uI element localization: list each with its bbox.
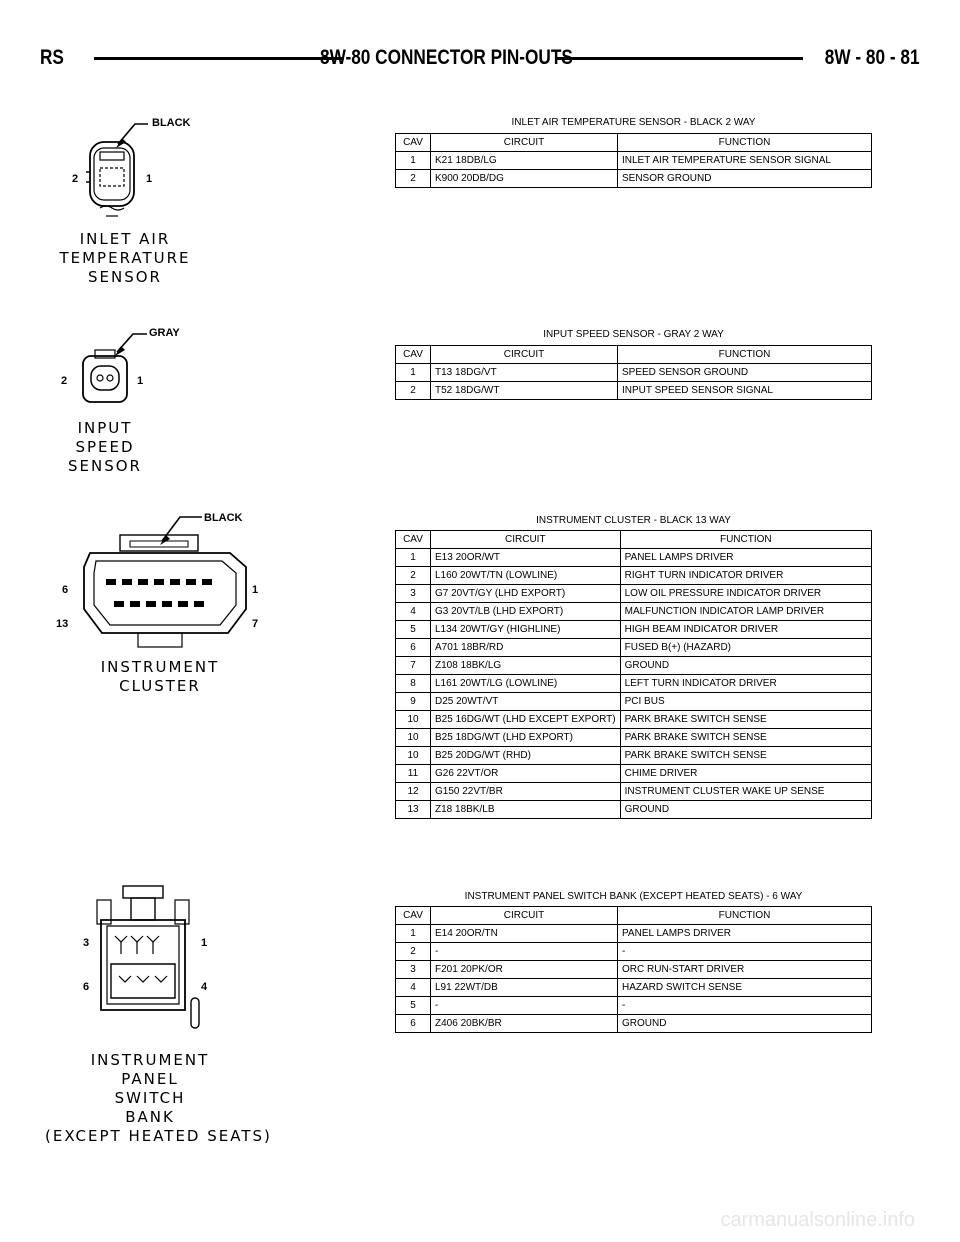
terminal-row-bottom [114, 601, 204, 607]
table-row [396, 729, 872, 747]
label-line: (EXCEPT HEATED SEATS) [45, 1127, 272, 1145]
pin-label-4: 4 [201, 981, 208, 993]
cell-cav: 1 [396, 364, 431, 382]
cell-circuit: L91 22WT/DB [431, 979, 618, 997]
cell-cav: 4 [396, 979, 431, 997]
switch-bank-svg [75, 880, 225, 1050]
pin-label-left: 2 [61, 375, 68, 387]
header-title: 8W-80 CONNECTOR PIN-OUTS [320, 46, 573, 69]
top-latch [123, 886, 163, 898]
cell-circuit: B25 20DG/WT (RHD) [431, 747, 621, 765]
cell-circuit: K900 20DB/DG [431, 170, 618, 188]
inlet-air-sensor-drawing [70, 110, 190, 230]
cell-circuit: G3 20VT/LB (LHD EXPORT) [431, 603, 621, 621]
cell-cav: 7 [396, 657, 431, 675]
lower-cavity [111, 964, 175, 998]
cell-function: LOW OIL PRESSURE INDICATOR DRIVER [620, 585, 871, 603]
pinout-table [395, 133, 872, 188]
cell-circuit: G26 22VT/OR [431, 765, 621, 783]
pin-label-right: 1 [146, 173, 153, 185]
table-title: INLET AIR TEMPERATURE SENSOR - BLACK 2 WAY [511, 117, 756, 128]
header-rule-right [555, 57, 803, 60]
label-line: INSTRUMENT [100, 658, 220, 676]
latch-housing [120, 535, 198, 551]
col-header-function: FUNCTION [618, 907, 872, 925]
table-row [396, 711, 872, 729]
cell-function: CHIME DRIVER [620, 765, 871, 783]
cell-function: GROUND [620, 657, 871, 675]
table-row [396, 603, 872, 621]
cell-circuit: L161 20WT/LG (LOWLINE) [431, 675, 621, 693]
col-header-function: FUNCTION [618, 134, 872, 152]
terminal-cavity [100, 168, 124, 186]
table-header-row [396, 907, 872, 925]
pin-label-6: 6 [62, 584, 69, 596]
col-header-function: FUNCTION [620, 531, 871, 549]
cell-circuit: L160 20WT/TN (LOWLINE) [431, 567, 621, 585]
cell-cav: 2 [396, 170, 431, 188]
table-row [396, 585, 872, 603]
cell-cav: 8 [396, 675, 431, 693]
cell-function: FUSED B(+) (HAZARD) [620, 639, 871, 657]
header-section-code: RS [40, 46, 64, 69]
table-row [396, 747, 872, 765]
label-line: SPEED [75, 438, 135, 456]
cell-function: INPUT SPEED SENSOR SIGNAL [618, 382, 872, 400]
cell-circuit: L134 20WT/GY (HIGHLINE) [431, 621, 621, 639]
pinout-table [395, 906, 872, 1033]
color-callout-label: BLACK [204, 512, 243, 524]
cell-circuit: K21 18DB/LG [431, 152, 618, 170]
col-header-cav: CAV [396, 531, 431, 549]
connector-label [55, 419, 155, 476]
pinout-table [395, 345, 872, 400]
label-line: TEMPERATURE [59, 249, 191, 267]
cell-circuit: T52 18DG/WT [431, 382, 618, 400]
pin-label-1: 1 [252, 584, 259, 596]
latch [130, 541, 188, 547]
table-row [396, 567, 872, 585]
table-row [396, 675, 872, 693]
header-page-number: 8W - 80 - 81 [825, 46, 920, 69]
table-row [396, 549, 872, 567]
table-title: INSTRUMENT CLUSTER - BLACK 13 WAY [536, 515, 731, 526]
table-row [396, 639, 872, 657]
cell-circuit: E14 20OR/TN [431, 925, 618, 943]
housing-outline [84, 553, 246, 633]
input-speed-sensor-svg [55, 322, 180, 417]
label-line: PANEL [121, 1070, 179, 1088]
wire-exit [138, 633, 182, 647]
table-row [396, 1015, 872, 1033]
cell-cav: 1 [396, 925, 431, 943]
instrument-cluster-svg [50, 505, 270, 655]
terminal [107, 375, 113, 381]
connector-label [40, 230, 210, 287]
cell-cav: 13 [396, 801, 431, 819]
header-rule-left [94, 57, 344, 60]
table-row [396, 765, 872, 783]
cell-cav: 11 [396, 765, 431, 783]
table-row [396, 152, 872, 170]
cell-function: - [618, 997, 872, 1015]
cell-function: SPEED SENSOR GROUND [618, 364, 872, 382]
cell-cav: 3 [396, 961, 431, 979]
cell-function: PARK BRAKE SWITCH SENSE [620, 729, 871, 747]
cell-cav: 1 [396, 549, 431, 567]
col-header-cav: CAV [396, 346, 431, 364]
pin-label-left: 2 [72, 173, 79, 185]
label-line: SENSOR [88, 268, 162, 286]
col-header-cav: CAV [396, 907, 431, 925]
cell-circuit: B25 16DG/WT (LHD EXCEPT EXPORT) [431, 711, 621, 729]
cell-circuit: T13 18DG/VT [431, 364, 618, 382]
housing-outline [101, 920, 185, 1010]
cell-cav: 2 [396, 943, 431, 961]
label-line: INPUT [77, 419, 133, 437]
cell-function: SENSOR GROUND [618, 170, 872, 188]
table-header-row [396, 346, 872, 364]
cell-circuit: F201 20PK/OR [431, 961, 618, 979]
table-row [396, 961, 872, 979]
cell-function: PARK BRAKE SWITCH SENSE [620, 711, 871, 729]
instrument-cluster-drawing [50, 505, 270, 655]
cell-cav: 5 [396, 997, 431, 1015]
housing-inner [107, 926, 179, 1004]
cell-cav: 10 [396, 747, 431, 765]
cell-function: INLET AIR TEMPERATURE SENSOR SIGNAL [618, 152, 872, 170]
pinout-table [395, 530, 872, 819]
table-title: INSTRUMENT PANEL SWITCH BANK (EXCEPT HEATED SEATS) - 6 WAY [464, 891, 803, 902]
col-header-circuit: CIRCUIT [431, 134, 618, 152]
col-header-cav: CAV [396, 134, 431, 152]
tail-tab [191, 998, 199, 1028]
label-line: CLUSTER [119, 677, 201, 695]
table-row [396, 979, 872, 997]
connector-label [45, 1051, 272, 1146]
housing-inner [94, 561, 236, 625]
cell-function: PARK BRAKE SWITCH SENSE [620, 747, 871, 765]
cell-circuit: A701 18BR/RD [431, 639, 621, 657]
table-row [396, 783, 872, 801]
lock-tab [131, 898, 155, 920]
page-header [40, 44, 920, 72]
cell-circuit: G7 20VT/GY (LHD EXPORT) [431, 585, 621, 603]
cell-function: RIGHT TURN INDICATOR DRIVER [620, 567, 871, 585]
cell-function: ORC RUN-START DRIVER [618, 961, 872, 979]
pin-label-3: 3 [83, 937, 90, 949]
pin-label-6: 6 [83, 981, 90, 993]
table-row [396, 925, 872, 943]
table-title: INPUT SPEED SENSOR - GRAY 2 WAY [543, 329, 724, 340]
label-line: BANK [125, 1108, 175, 1126]
table-row [396, 382, 872, 400]
housing-outline [83, 356, 127, 402]
cell-cav: 5 [396, 621, 431, 639]
table-row [396, 997, 872, 1015]
table-row [396, 801, 872, 819]
cell-circuit: E13 20OR/WT [431, 549, 621, 567]
cell-function: - [618, 943, 872, 961]
pin-label-1: 1 [201, 937, 208, 949]
cell-cav: 2 [396, 382, 431, 400]
cell-cav: 9 [396, 693, 431, 711]
color-callout-label: BLACK [152, 117, 191, 129]
watermark: carmanualsonline.info [720, 1209, 915, 1231]
cell-cav: 3 [396, 585, 431, 603]
cell-function: PANEL LAMPS DRIVER [620, 549, 871, 567]
switch-bank-drawing [75, 880, 225, 1050]
label-line: INLET AIR [79, 230, 171, 248]
col-header-circuit: CIRCUIT [431, 531, 621, 549]
cell-function: HAZARD SWITCH SENSE [618, 979, 872, 997]
connector-label [85, 658, 235, 696]
table-row [396, 170, 872, 188]
label-line: INSTRUMENT [90, 1051, 210, 1069]
inlet-air-sensor-svg [70, 110, 190, 230]
cell-cav: 2 [396, 567, 431, 585]
cell-function: PANEL LAMPS DRIVER [618, 925, 872, 943]
cell-cav: 1 [396, 152, 431, 170]
cell-function: GROUND [620, 801, 871, 819]
cell-cav: 10 [396, 729, 431, 747]
table-header-row [396, 134, 872, 152]
table-row [396, 943, 872, 961]
cell-function: GROUND [618, 1015, 872, 1033]
terminal-cavity [91, 366, 119, 390]
terminal-row-bottom [119, 976, 167, 982]
pin-label-13: 13 [56, 618, 69, 630]
cell-function: INSTRUMENT CLUSTER WAKE UP SENSE [620, 783, 871, 801]
label-line: SENSOR [68, 457, 142, 475]
table-header-row [396, 531, 872, 549]
table-row [396, 621, 872, 639]
color-callout-label: GRAY [149, 327, 180, 339]
cell-circuit: Z108 18BK/LG [431, 657, 621, 675]
cell-cav: 6 [396, 639, 431, 657]
table-row [396, 657, 872, 675]
col-header-circuit: CIRCUIT [431, 907, 618, 925]
terminal-row-top [106, 579, 212, 585]
table-row [396, 693, 872, 711]
cell-circuit: - [431, 943, 618, 961]
cell-cav: 12 [396, 783, 431, 801]
table-row [396, 364, 872, 382]
latch [100, 152, 124, 160]
cell-cav: 10 [396, 711, 431, 729]
cell-function: PCI BUS [620, 693, 871, 711]
cell-circuit: - [431, 997, 618, 1015]
cell-circuit: G150 22VT/BR [431, 783, 621, 801]
pin-label-7: 7 [252, 618, 259, 630]
pin-label-right: 1 [137, 375, 144, 387]
cell-function: MALFUNCTION INDICATOR LAMP DRIVER [620, 603, 871, 621]
cell-function: LEFT TURN INDICATOR DRIVER [620, 675, 871, 693]
input-speed-sensor-drawing [55, 322, 180, 417]
col-header-function: FUNCTION [618, 346, 872, 364]
cell-cav: 4 [396, 603, 431, 621]
label-line: SWITCH [114, 1089, 186, 1107]
col-header-circuit: CIRCUIT [431, 346, 618, 364]
cell-circuit: Z18 18BK/LB [431, 801, 621, 819]
cell-function: HIGH BEAM INDICATOR DRIVER [620, 621, 871, 639]
cell-circuit: B25 18DG/WT (LHD EXPORT) [431, 729, 621, 747]
cell-cav: 6 [396, 1015, 431, 1033]
cell-circuit: Z406 20BK/BR [431, 1015, 618, 1033]
cell-circuit: D25 20WT/VT [431, 693, 621, 711]
terminal [97, 375, 103, 381]
terminal-row-top [115, 936, 159, 954]
